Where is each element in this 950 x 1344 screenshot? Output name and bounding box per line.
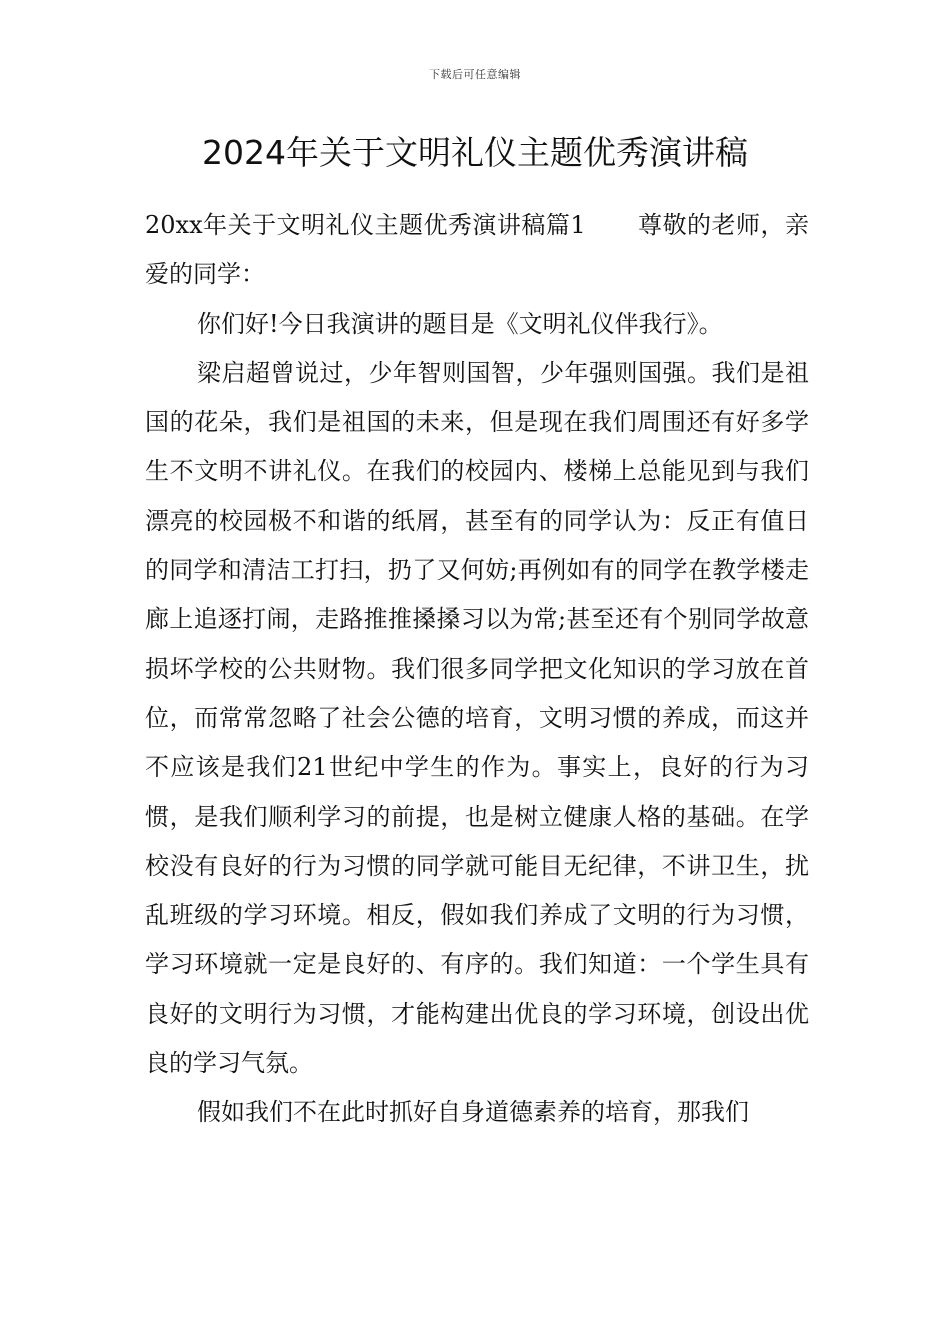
paragraph-3: 假如我们不在此时抓好自身道德素养的培育，那我们 [197,1098,749,1127]
section-intro [145,201,809,300]
document-body [145,201,809,1138]
document-title: 2024年关于文明礼仪主题优秀演讲稿 [202,133,748,172]
header-note: 下载后可任意编辑 [429,68,521,81]
section-heading: 20xx年关于文明礼仪主题优秀演讲稿篇1 [145,211,586,239]
paragraph-1: 你们好!今日我演讲的题目是《文明礼仪伴我行》。 [197,309,723,338]
salutation: 尊敬的老师，亲爱的同学： [145,211,809,289]
paragraph-2: 梁启超曾说过，少年智则国智，少年强则国强。我们是祖国的花朵，我们是祖国的未来，但是现在我们周围还有好多学生不文明不讲礼仪。在我们的校园内、楼梯上总能见到与我们漂亮的校园极不和谐的纸屑，甚至有的同学认为：反正有值日的同学和清洁工打扫，扔了又何妨;再例如有的同学在教学楼走廊上追逐打闹，走路推推搡搡习以为常;甚至还有个别同学故意损坏学校的公共财物。我们很多同学把文化知识的学习放在首位，而常常忽略了社会公德的培育，文明习惯的养成，而这并不应该是我们21世纪中学生的作为。事实上，良好的行为习惯，是我们顺利学习的前提，也是树立健康人格的基础。在学校没有良好的行为习惯的同学就可能目无纪律，不讲卫生，扰乱班级的学习环境。相反，假如我们养成了文明的行为习惯，学习环境就一定是良好的、有序的。我们知道：一个学生具有良好的文明行为习惯，才能构建出优良的学习环境，创设出优良的学习气氛。 [145,358,809,1078]
